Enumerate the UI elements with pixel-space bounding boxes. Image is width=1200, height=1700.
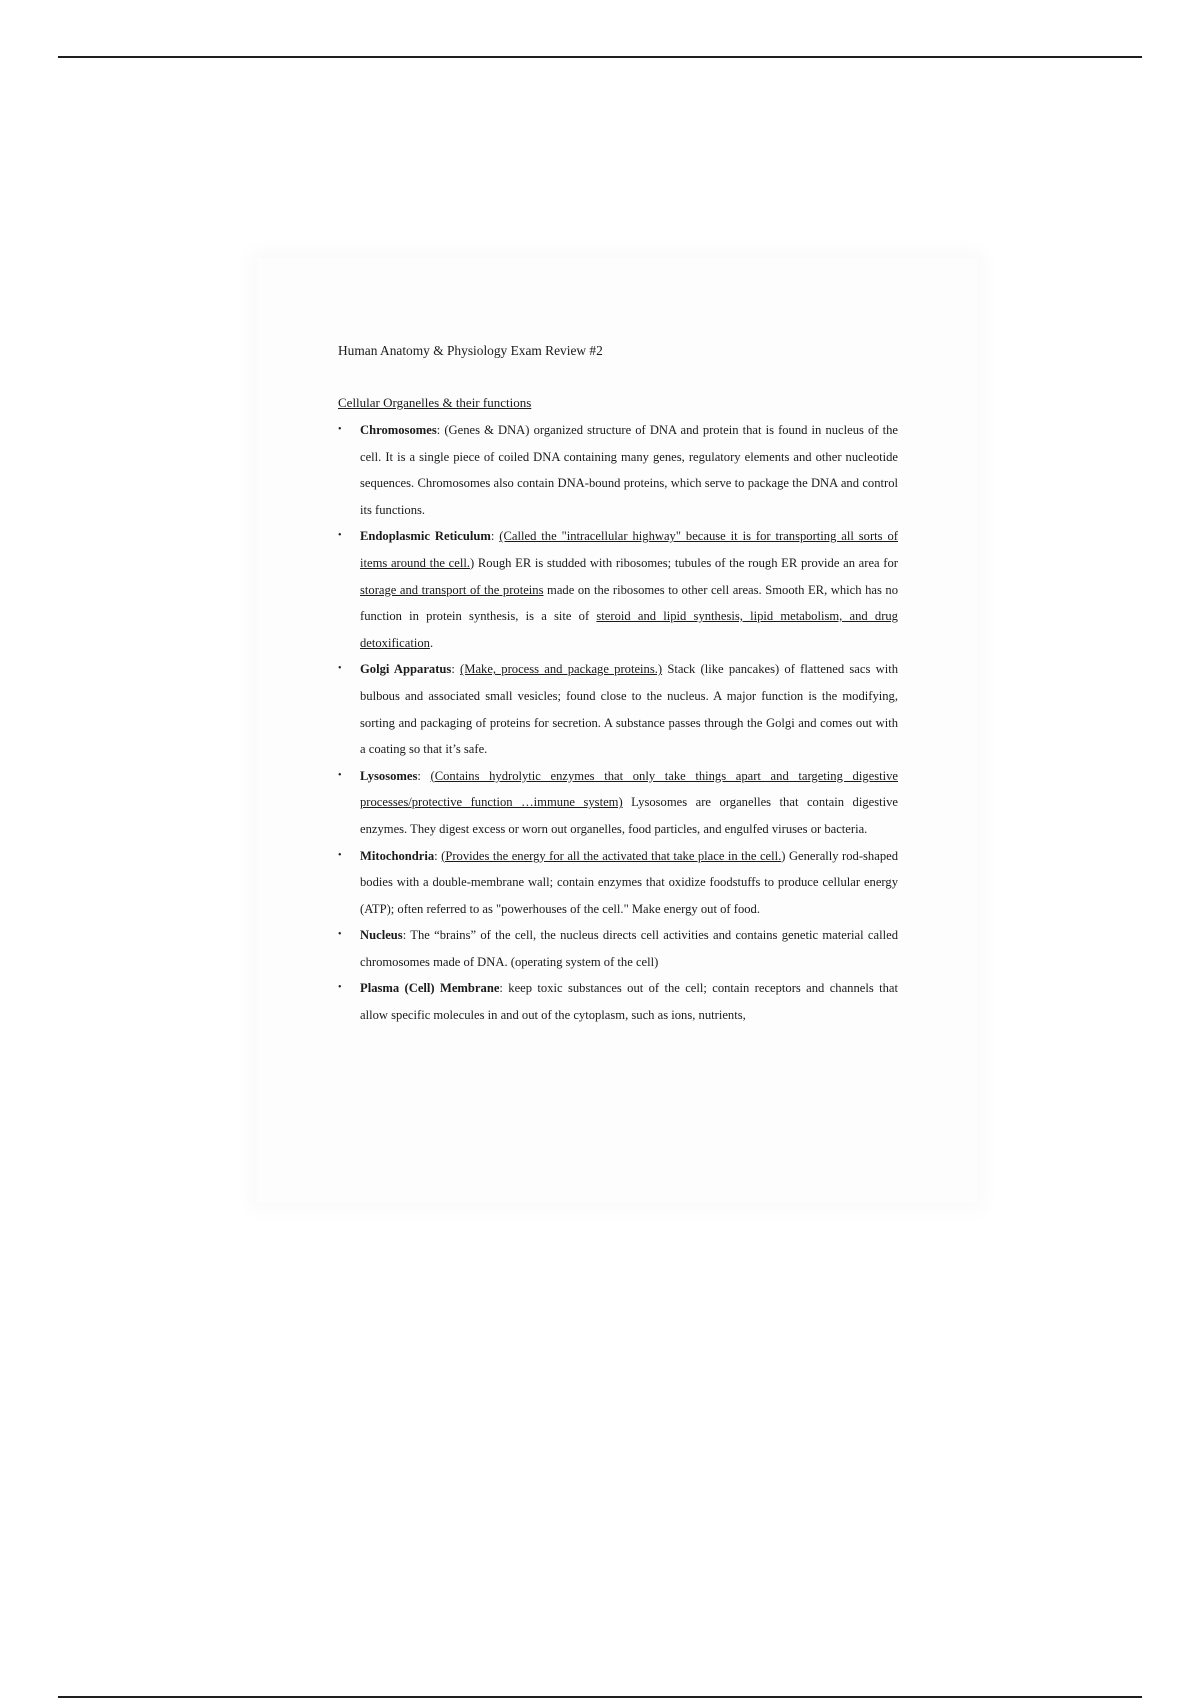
bottom-divider [58, 1696, 1142, 1698]
description-text: : keep toxic substances out of the cell; contain receptors and channels that allow specific molecules in and out of the cytoplasm, such as ions, nutrients, [360, 981, 899, 1023]
organelle-term: Lysosomes [360, 768, 418, 783]
description-text: : [490, 529, 500, 544]
organelle-item [338, 417, 898, 523]
organelle-item [338, 975, 898, 1028]
description-text: ) Generally rod-shaped bodies with a double-membrane wall; contain enzymes that oxidize foodstuffs to produce cellular energy (ATP); often referred to as "powerhouses of the cell." Make energy out of food. [360, 848, 898, 916]
document-title: Human Anatomy & Physiology Exam Review #2 [338, 343, 603, 358]
underlined-phrase: (Called the "intracellular highway" because it is for transporting all sorts of items around the cell. [360, 529, 898, 570]
description-text: Lysosomes are organelles that contain digestive enzymes. They digest excess or worn out organelles, food particles, and engulfed viruses or bacteria. [360, 795, 898, 836]
organelle-term: Chromosomes [360, 423, 437, 437]
description-text: ) Rough ER is studded with ribosomes; tubules of the rough ER provide an area for [470, 555, 898, 570]
organelle-item [338, 922, 898, 975]
description-text: : [417, 768, 431, 783]
description-text: . [429, 635, 434, 650]
description-text: : (Genes & DNA) organized structure of DNA and protein that is found in nucleus of the cell. It is a single piece of coiled DNA containing many genes, regulatory elements and other nucleotide sequences. Chromosomes also contain DNA-bound proteins, which serve to package the DNA and control its functions. [360, 423, 898, 517]
organelle-item [338, 523, 898, 656]
bullet-marker: • [338, 929, 342, 941]
top-divider [58, 56, 1142, 58]
underlined-phrase: (Provides the energy for all the activated that take place in the cell. [441, 848, 782, 863]
bullet-marker: • [338, 769, 342, 781]
document-body [338, 338, 898, 1029]
underlined-phrase: (Make, process and package proteins.) [460, 662, 663, 677]
organelle-item [338, 763, 898, 843]
bullet-marker: • [338, 849, 342, 861]
organelle-item [338, 843, 898, 923]
organelle-term: Nucleus [360, 928, 403, 943]
organelle-list [338, 417, 898, 1029]
description-text: : [451, 662, 461, 677]
underlined-phrase: (Contains hydrolytic enzymes that only take things apart and targeting digestive processes/protective function …immune system) [360, 768, 898, 810]
organelle-term: Endoplasmic Reticulum [360, 529, 491, 544]
description-text: : [434, 848, 442, 863]
bullet-marker: • [338, 424, 342, 435]
organelle-term: Golgi Apparatus [360, 662, 452, 677]
bullet-marker: • [338, 982, 342, 994]
bullet-marker: • [338, 530, 342, 542]
description-text: : The “brains” of the cell, the nucleus directs cell activities and contains genetic material called chromosomes made of DNA. (operating system of the cell) [360, 928, 898, 969]
description-text: Stack (like pancakes) of flattened sacs with bulbous and associated small vesicles; found close to the nucleus. A major function is the modifying, sorting and packaging of proteins for secretion. A substance passes through the Golgi and comes out with a coating so that it’s safe. [360, 662, 898, 757]
description-text: made on the ribosomes to other cell areas. Smooth ER, which has no function in protein synthesis, is a site of [360, 582, 898, 624]
underlined-phrase: steroid and lipid synthesis, lipid metabolism, and drug detoxification [360, 609, 898, 650]
underlined-phrase: storage and transport of the proteins [360, 582, 544, 597]
organelle-term: Mitochondria [360, 848, 435, 863]
bullet-marker: • [338, 663, 342, 675]
section-heading: Cellular Organelles & their functions [338, 395, 532, 410]
organelle-term: Plasma (Cell) Membrane [360, 981, 500, 996]
organelle-item [338, 656, 898, 762]
